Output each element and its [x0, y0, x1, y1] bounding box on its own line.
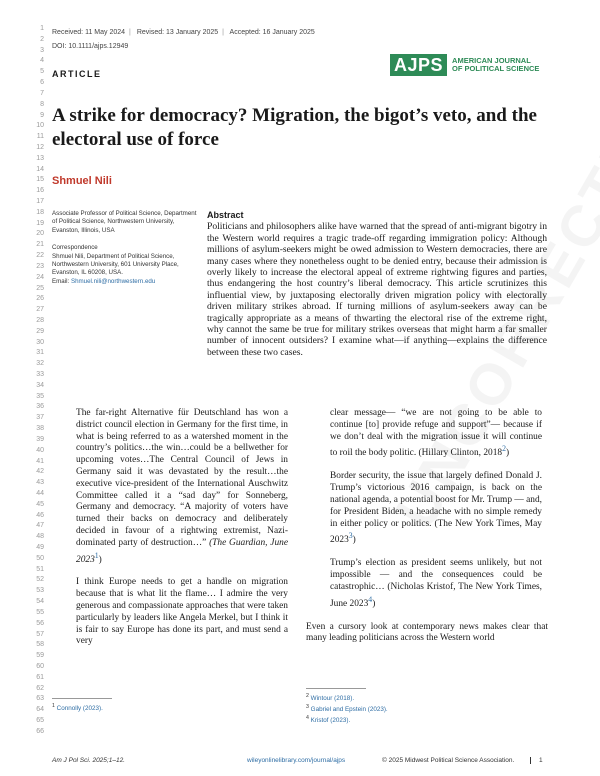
line-number: 44 — [36, 489, 44, 497]
correspondence-address: Shmuel Nili, Department of Political Science, Northwestern University, 601 University Place, Evanston, IL 60208, USA. — [52, 252, 179, 277]
line-number: 49 — [36, 544, 44, 551]
line-number: 17 — [36, 198, 44, 205]
line-number: 29 — [36, 327, 44, 335]
line-number: 11 — [36, 133, 44, 141]
journal-citation: Am J Pol Sci. 2025;1–12. — [52, 757, 125, 764]
footnote-rule-left — [52, 698, 112, 699]
correspondence-label: Correspondence — [52, 244, 98, 252]
copyright: © 2025 Midwest Political Science Association. — [382, 757, 515, 764]
revised-date: Revised: 13 January 2025 — [136, 29, 219, 36]
line-number: 30 — [36, 338, 44, 346]
line-number: 28 — [36, 316, 44, 324]
line-number: 35 — [36, 392, 44, 400]
line-number: 65 — [36, 717, 44, 724]
line-number: 32 — [36, 360, 44, 368]
line-number: 18 — [36, 208, 44, 216]
email-label: Email: — [52, 277, 70, 285]
line-number: 56 — [36, 619, 44, 627]
footnote-4: $^4$ Kristof (2023). — [306, 715, 351, 725]
manuscript-dates: Received: 11 May 2024 | Revised: 13 January 2025 | Accepted: 16 January 2025 — [52, 29, 315, 36]
journal-url[interactable]: wileyonlinelibrary.com/journal/ajps — [247, 757, 346, 764]
line-number: 26 — [36, 295, 44, 303]
line-number: 20 — [36, 230, 44, 238]
footnotes-left — [52, 702, 103, 713]
author-name[interactable]: Shmuel Nili — [52, 175, 112, 187]
email-link[interactable]: Shmuel.nili@northwestern.edu — [70, 277, 156, 285]
line-number: 15 — [36, 176, 44, 184]
body-paragraph: Even a cursory look at contemporary news makes clear that many leading politicians across the Western world — [306, 621, 548, 644]
abstract-text: Politicians and philosophers alike have warned that the spread of anti-migrant bigotry in the Western world requires a tragic trade-off regarding immigration policy: Although millions of asylum-seekers might be owed admission to Western democracies, there are many cases where they nonetheless ought to be denied entry, because their admission is overly likely to increase the electoral appeal of extreme rightwing figures and parties, thus endangering the host country’s liberal democracy. This article scrutinizes this influential view, by juxtaposing electorally driven migration policy with electorally driven military strikes abroad. If turning millions of asylum-seekers away can be tragically appropriate as a means of thwarting the electoral rise of the extreme right, why cannot the same be true for military strikes overseas that might harm a far smaller number of innocent outsiders? I examine what—if anything—explains the difference between these two cases. — [207, 221, 547, 358]
line-number: 8 — [40, 100, 44, 108]
line-number: 2 — [40, 35, 44, 43]
line-number: 4 — [40, 57, 44, 65]
article-title: A strike for democracy? Migration, the bigot’s veto, and the electoral use of force — [52, 105, 537, 150]
footnote-2: $^2$ Wintour (2018). — [306, 693, 355, 703]
line-number: 27 — [36, 306, 44, 314]
line-number: 40 — [36, 446, 44, 454]
line-number: 14 — [36, 165, 44, 173]
footnote-ref-1[interactable]: 1 — [94, 550, 99, 560]
line-number: 47 — [36, 522, 44, 530]
line-number: 24 — [36, 273, 44, 281]
line-number: 9 — [40, 111, 44, 119]
line-number: 33 — [36, 371, 44, 378]
footnote-3: $^3$ Gabriel and Epstein (2023). — [306, 704, 388, 714]
line-number: 22 — [36, 252, 44, 260]
line-number: 64 — [36, 706, 44, 714]
line-number: 52 — [36, 576, 44, 584]
line-number: 1 — [40, 25, 44, 32]
line-number: 50 — [36, 554, 44, 562]
logo-text: AMERICAN JOURNAL OF POLITICAL SCIENCE — [452, 55, 540, 73]
line-number: 25 — [36, 284, 44, 292]
line-number: 5 — [40, 68, 44, 76]
line-number: 6 — [40, 79, 44, 87]
line-number: 43 — [36, 479, 44, 487]
line-number: 51 — [36, 565, 44, 573]
epigraph-quote-1: The far-right Alternative für Deutschland has won a district council election in Germany for the first time, in what is being referred to as a watershed moment in the country’s politics…the win…could be a bellwether for upcoming votes…The Central Council of Jews in Germany said it was devastated by the result…the executive vice-president of the International Auschwitz Committee called it a “sad day” for Sonneberg, Germany and democracy. “A majority of voters have turned their backs on democracy and deliberately decided in favour of a rightwing extremist, Nazi-dominated party of destruction…” (The Guardian, June 2023$^1$) — [76, 408, 289, 565]
footnote-ref-3[interactable]: 3 — [348, 531, 353, 541]
line-number: 31 — [36, 349, 44, 357]
line-number: 46 — [36, 511, 44, 519]
abstract-heading: Abstract — [207, 210, 244, 220]
epigraph-quote-2: I think Europe needs to get a handle on migration because that is what lit the flame… I admire the very generous and compassionate approaches that were taken particularly by leaders like Angela Merkel, but I think it is fair to say Europe has done its part, and must send a very — [76, 577, 288, 647]
footnote-rule-right — [306, 688, 366, 689]
line-number: 45 — [36, 500, 44, 508]
epigraph-quote-4: Trump’s election as president seems unlikely, but not impossible — and the consequences could be catastrophic… (Nicholas Kristof, The New York Times, June 2023$^4$) — [330, 558, 542, 609]
line-number: 53 — [36, 587, 44, 595]
line-number: 55 — [36, 608, 44, 616]
line-number: 39 — [36, 435, 44, 443]
line-number: 37 — [36, 414, 44, 422]
line-number: 7 — [40, 89, 44, 97]
line-number: 13 — [36, 154, 44, 162]
line-number: 60 — [36, 662, 44, 670]
line-number: 54 — [36, 598, 44, 606]
line-number: 21 — [36, 241, 44, 249]
author-position: Associate Professor of Political Science, Department of Political Science, Northwestern University, Evanston, Illinois, USA — [52, 210, 197, 234]
line-number: 41 — [36, 457, 44, 465]
epigraph-quote-2-cont: clear message— “we are not going to be able to continue [to] provide refuge and support”— because if we don’t deal with the migration issue it will continue to roil the body politic. (Hillary Clinton, 2018$^2$) — [330, 408, 542, 459]
accepted-date: Accepted: 16 January 2025 — [229, 29, 315, 36]
line-number: 42 — [36, 468, 44, 476]
line-number: 23 — [36, 262, 44, 270]
line-number: 19 — [36, 219, 44, 227]
received-date: Received: 11 May 2024 — [52, 29, 126, 36]
footnote-ref-4[interactable]: 4 — [368, 594, 373, 604]
line-number: 62 — [36, 684, 44, 692]
page-number: 1 — [530, 757, 543, 764]
line-number: 16 — [36, 187, 44, 195]
footnote-1: $^1$ Connolly (2023). — [52, 703, 103, 713]
line-number: 66 — [36, 727, 44, 735]
line-number: 57 — [36, 630, 44, 638]
article-type-label: ARTICLE — [52, 69, 102, 79]
line-number: 36 — [36, 403, 44, 411]
journal-logo — [390, 54, 539, 76]
line-number: 59 — [36, 652, 44, 660]
line-numbers — [22, 24, 44, 738]
line-number: 38 — [36, 425, 44, 433]
line-number: 3 — [40, 46, 44, 54]
line-number: 58 — [36, 641, 44, 649]
line-number: 34 — [36, 381, 44, 389]
doi[interactable]: DOI: 10.1111/ajps.12949 — [52, 43, 129, 50]
line-number: 48 — [36, 533, 44, 541]
author-affiliation — [52, 210, 197, 286]
left-column — [52, 408, 294, 648]
line-number: 12 — [36, 143, 44, 151]
epigraph-quote-3: Border security, the issue that largely defined Donald J. Trump’s victorious 2016 campaign, is back on the national agenda, a potential boost for Mr. Trump — and, for President Biden, a headache with no simple remedy in either policy or politics. (The New York Times, May 2023$^3$) — [330, 471, 542, 546]
abstract — [207, 210, 547, 358]
right-column — [306, 408, 548, 656]
line-number: 10 — [36, 122, 44, 130]
line-number: 61 — [36, 673, 44, 681]
line-number: 63 — [36, 695, 44, 703]
logo-abbr: AJPS — [390, 54, 447, 76]
footnotes-right — [306, 692, 388, 725]
footnote-ref-2[interactable]: 2 — [502, 444, 507, 454]
